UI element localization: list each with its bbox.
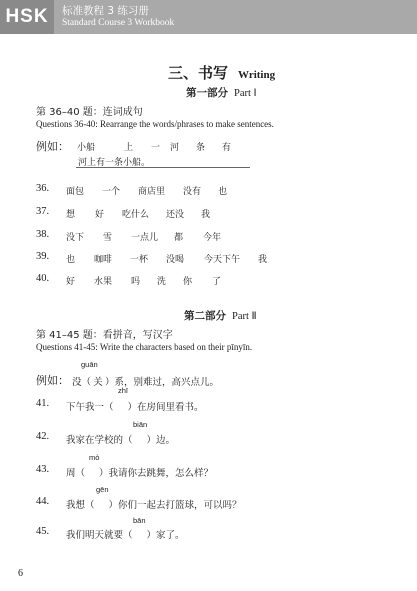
q-before: 下午我一（ xyxy=(66,402,114,413)
q-word: 雪 xyxy=(103,233,113,243)
q-before: 周（ xyxy=(66,468,86,479)
q-word: 你 xyxy=(183,277,193,287)
q-word: 吗 xyxy=(131,277,141,287)
q-pinyin: bān xyxy=(133,516,146,525)
q-word: 都 xyxy=(174,233,184,243)
q43-sentence xyxy=(66,465,213,479)
part1-instruction-en: Questions 36-40: Rearrange the words/phrases to make sentences. xyxy=(36,119,274,129)
example-word: 条 xyxy=(196,143,206,153)
part2-label-en: Part Ⅱ xyxy=(232,311,257,322)
part2-example-label: 例如： xyxy=(36,374,69,387)
q45-sentence xyxy=(66,527,185,541)
hsk-logo: HSK xyxy=(0,0,54,34)
example-word: 河 xyxy=(170,143,180,153)
question-number: 45. xyxy=(36,526,50,537)
q-after: ）在房间里看书。 xyxy=(127,402,204,413)
q-before: 我们明天就要（ xyxy=(66,530,133,541)
part2-instruction-zh: 第 41–45 题：看拼音，写汉字 xyxy=(36,330,173,341)
example-word: 有 xyxy=(222,143,232,153)
q-pinyin: zhī xyxy=(118,386,129,395)
q44-sentence xyxy=(66,497,242,511)
q-word: 一个 xyxy=(102,187,121,197)
part2-label: 第二部分 xyxy=(184,310,226,322)
example-pinyin: guān xyxy=(81,360,98,369)
q-word: 了 xyxy=(212,277,222,287)
part1-example-label: 例如： xyxy=(36,140,69,153)
question-number: 43. xyxy=(36,464,50,475)
q42-sentence xyxy=(66,432,175,446)
q-word: 咖啡 xyxy=(94,255,113,265)
q-word: 面包 xyxy=(66,187,85,197)
question-number: 36. xyxy=(36,183,50,194)
q-word: 水果 xyxy=(94,277,113,287)
part2-example-sentence xyxy=(72,374,219,388)
part1-label: 第一部分 xyxy=(186,87,228,99)
part2-heading xyxy=(184,308,257,323)
q-word: 我 xyxy=(258,255,268,265)
q-before: 我家在学校的（ xyxy=(66,435,133,446)
example-before: 没（ xyxy=(72,377,92,388)
q-word: 没下 xyxy=(66,233,85,243)
section-title-en: Writing xyxy=(238,69,276,81)
header-band xyxy=(54,0,417,34)
q-pinyin: gēn xyxy=(96,485,109,494)
q-word: 商店里 xyxy=(138,187,166,197)
q-word: 一点儿 xyxy=(131,233,159,243)
q-word: 也 xyxy=(218,187,228,197)
page-number: 6 xyxy=(18,568,23,579)
q-word: 我 xyxy=(201,210,211,220)
q-pinyin: mò xyxy=(89,453,100,462)
q-word: 洗 xyxy=(157,277,167,287)
question-number: 41. xyxy=(36,398,50,409)
q-word: 好 xyxy=(95,210,105,220)
example-word: 小船 xyxy=(77,143,96,153)
question-number: 40. xyxy=(36,273,50,284)
part1-label-en: Part Ⅰ xyxy=(234,88,257,99)
header-title: 标准教程 3 练习册 xyxy=(62,5,149,17)
part1-instruction-zh: 第 36–40 题：连词成句 xyxy=(36,107,143,118)
q41-sentence xyxy=(66,399,204,413)
question-number: 42. xyxy=(36,431,50,442)
q-word: 想 xyxy=(66,210,76,220)
question-number: 39. xyxy=(36,251,50,262)
example-answer-line xyxy=(76,167,250,168)
question-number: 44. xyxy=(36,496,50,507)
q-word: 也 xyxy=(66,255,76,265)
example-word: 上 xyxy=(124,143,134,153)
q-word: 没喝 xyxy=(166,255,185,265)
question-number: 37. xyxy=(36,206,50,217)
example-after: ）系，别难过，高兴点儿。 xyxy=(105,377,220,388)
section-title-zh: 三、书写 xyxy=(168,64,229,82)
example-word: 一 xyxy=(151,143,161,153)
q-pinyin: biān xyxy=(133,420,148,429)
page-header xyxy=(0,0,417,34)
example-answer: 河上有一条小船。 xyxy=(78,158,151,168)
header-subtitle: Standard Course 3 Workbook xyxy=(62,18,175,28)
q-word: 今天下午 xyxy=(204,255,241,265)
q-after: ）家了。 xyxy=(146,530,185,541)
q-word: 没有 xyxy=(183,187,202,197)
q-word: 一杯 xyxy=(130,255,149,265)
example-answer: 关 xyxy=(93,377,103,388)
q-before: 我想（ xyxy=(66,500,95,511)
part2-instruction-en: Questions 41-45: Write the characters based on their pīnyīn. xyxy=(36,342,253,352)
part1-heading xyxy=(186,85,257,100)
q-word: 好 xyxy=(66,277,76,287)
section-title xyxy=(168,62,275,83)
q-word: 今年 xyxy=(203,233,222,243)
q-after: ）边。 xyxy=(146,435,176,446)
q-after: ）我请你去跳舞，怎么样？ xyxy=(99,468,214,479)
q-after: ）你们一起去打篮球，可以吗？ xyxy=(108,500,242,511)
question-number: 38. xyxy=(36,229,50,240)
q-word: 吃什么 xyxy=(122,210,150,220)
q-word: 还没 xyxy=(166,210,185,220)
